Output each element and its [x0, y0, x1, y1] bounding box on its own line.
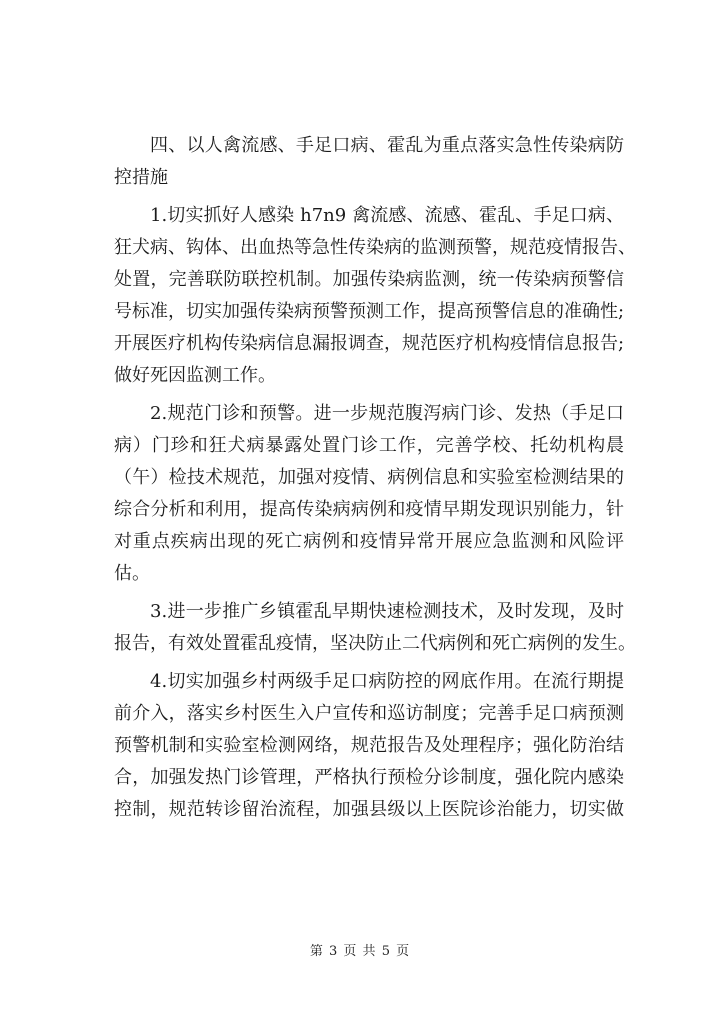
paragraph-line: 狂犬病、钩体、出血热等急性传染病的监测预警，规范疫情报告、	[114, 237, 636, 258]
paragraph-line: 处置，完善联防联控机制。加强传染病监测，统一传染病预警信	[114, 269, 624, 290]
paragraph-line: 号标准，切实加强传染病预警预测工作，提高预警信息的准确性;	[114, 301, 625, 322]
paragraph-line: 估。	[114, 563, 150, 584]
section-heading	[114, 130, 624, 194]
paragraph-line: 合，加强发热门诊管理，严格执行预检分诊制度，强化院内感染	[114, 767, 624, 788]
heading-line: 四、以人禽流感、手足口病、霍乱为重点落实急性传染病防	[150, 135, 624, 156]
paragraph-line: 前介入，落实乡村医生入户宣传和巡访制度；完善手足口病预测	[114, 703, 624, 724]
heading-line: 控措施	[114, 167, 168, 188]
paragraph-line: 做好死因监测工作。	[114, 365, 276, 386]
document-body	[114, 130, 636, 832]
page-footer: 第 3 页 共 5 页	[309, 944, 411, 959]
paragraph-line: 报告，有效处置霍乱疫情，坚决防止二代病例和死亡病例的发生。	[114, 633, 636, 654]
paragraph-line: 2.规范门诊和预警。进一步规范腹泻病门诊、发热（手足口	[150, 403, 624, 424]
paragraph-2	[114, 398, 624, 590]
paragraph-line: 预警机制和实验室检测网络，规范报告及处理程序；强化防治结	[114, 735, 624, 756]
paragraph-4	[114, 666, 624, 826]
paragraph-line: 病）门珍和狂犬病暴露处置门诊工作，完善学校、托幼机构晨	[114, 435, 624, 456]
paragraph-line: 1.切实抓好人感染 h7n9 禽流感、流感、霍乱、手足口病、	[150, 205, 624, 226]
paragraph-line: 开展医疗机构传染病信息漏报调查，规范医疗机构疫情信息报告;	[114, 333, 625, 354]
paragraph-line: （午）检技术规范，加强对疫情、病例信息和实验室检测结果的	[114, 467, 624, 488]
paragraph-line: 对重点疾病出现的死亡病例和疫情异常开展应急监测和风险评	[114, 531, 624, 552]
paragraph-line: 4.切实加强乡村两级手足口病防控的网底作用。在流行期提	[150, 671, 624, 692]
paragraph-line: 控制，规范转诊留治流程，加强县级以上医院诊治能力，切实做	[114, 799, 624, 820]
paragraph-line: 3.进一步推广乡镇霍乱早期快速检测技术，及时发现，及时	[150, 601, 624, 622]
paragraph-1	[114, 200, 636, 392]
paragraph-3	[114, 596, 636, 660]
paragraph-line: 综合分析和利用，提高传染病病例和疫情早期发现识别能力，针	[114, 499, 624, 520]
